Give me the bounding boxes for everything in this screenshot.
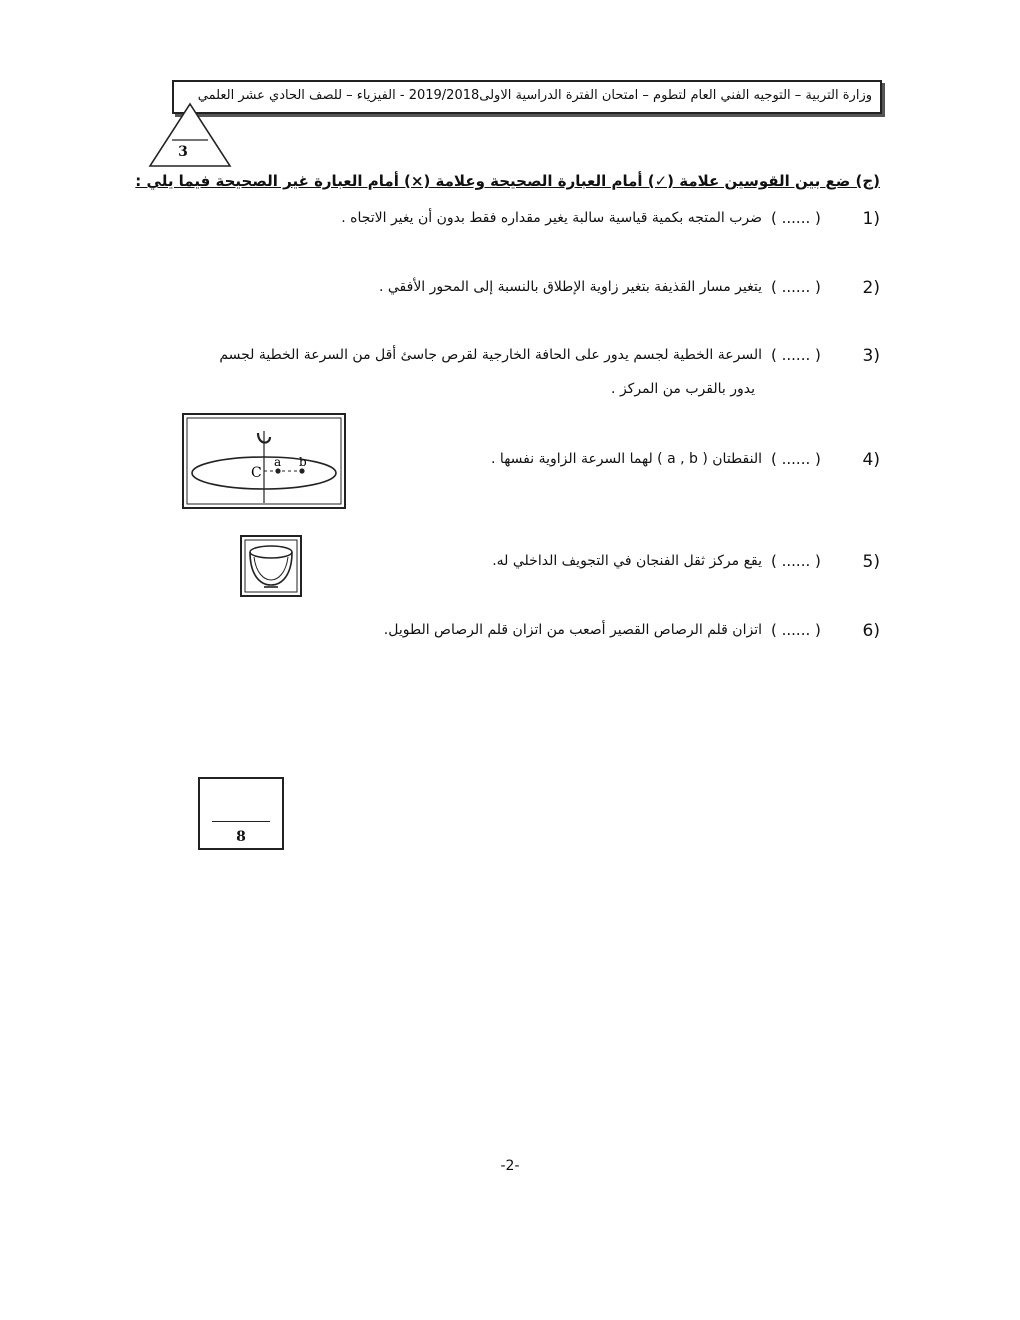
- question-text: يتغير مسار القذيفة بتغير زاوية الإطلاق بالنسبة إلى المحور الأفقي .: [378, 279, 762, 295]
- section-score: 3: [178, 144, 188, 160]
- total-score-box: [198, 777, 284, 850]
- answer-blank[interactable]: ( ...... ): [771, 209, 821, 227]
- question-text: يقع مركز ثقل الفنجان في التجويف الداخلي له.: [492, 553, 762, 569]
- question-text-continued: يدور بالقرب من المركز .: [611, 381, 755, 397]
- answer-blank[interactable]: ( ...... ): [771, 278, 821, 296]
- question-number: 1): [862, 209, 880, 229]
- question-text: اتزان قلم الرصاص القصير أصعب من اتزان قلم الرصاص الطويل.: [383, 622, 762, 638]
- total-score-value: 8: [236, 829, 246, 845]
- question-text: السرعة الخطية لجسم يدور على الحافة الخارجية لقرص جاسئ أقل من السرعة الخطية لجسم: [219, 347, 762, 363]
- question-number: 5): [862, 552, 880, 572]
- point-a-marker: [275, 468, 280, 473]
- cup-figure: [240, 535, 302, 597]
- score-divider: [212, 821, 270, 822]
- question-number: 3): [862, 346, 880, 366]
- answer-blank[interactable]: ( ...... ): [771, 621, 821, 639]
- answer-blank[interactable]: ( ...... ): [771, 450, 821, 468]
- question-number: 4): [862, 450, 880, 470]
- point-b-marker: [299, 468, 304, 473]
- header-text: وزارة التربية – التوجيه الفني العام لتطوم – امتحان الفترة الدراسية الاولى2019/2018 - الفيزياء – للصف الحادي عشر العلمي: [197, 88, 872, 103]
- point-a-label: a: [274, 455, 282, 469]
- point-b-label: b: [299, 455, 307, 469]
- rotating-disc-figure: [182, 413, 346, 509]
- triangle-score-mark: [148, 102, 232, 168]
- question-text: ضرب المتجه بكمية قياسية سالبة يغير مقداره فقط بدون أن يغير الاتجاه .: [341, 210, 762, 226]
- page-number: -2-: [500, 1158, 520, 1174]
- answer-blank[interactable]: ( ...... ): [771, 552, 821, 570]
- exam-header: [172, 80, 882, 114]
- center-label: C: [251, 465, 262, 481]
- question-number: 6): [862, 621, 880, 641]
- answer-blank[interactable]: ( ...... ): [771, 346, 821, 364]
- question-text: النقطتان ( a , b ) لهما السرعة الزاوية نفسها .: [491, 451, 762, 467]
- instruction: (ج) ضع بين القوسين علامة (✓) أمام العبارة الصحيحة وعلامة (×) أمام العبارة غير الصحيحة فيما يلي :: [135, 172, 880, 190]
- question-number: 2): [862, 278, 880, 298]
